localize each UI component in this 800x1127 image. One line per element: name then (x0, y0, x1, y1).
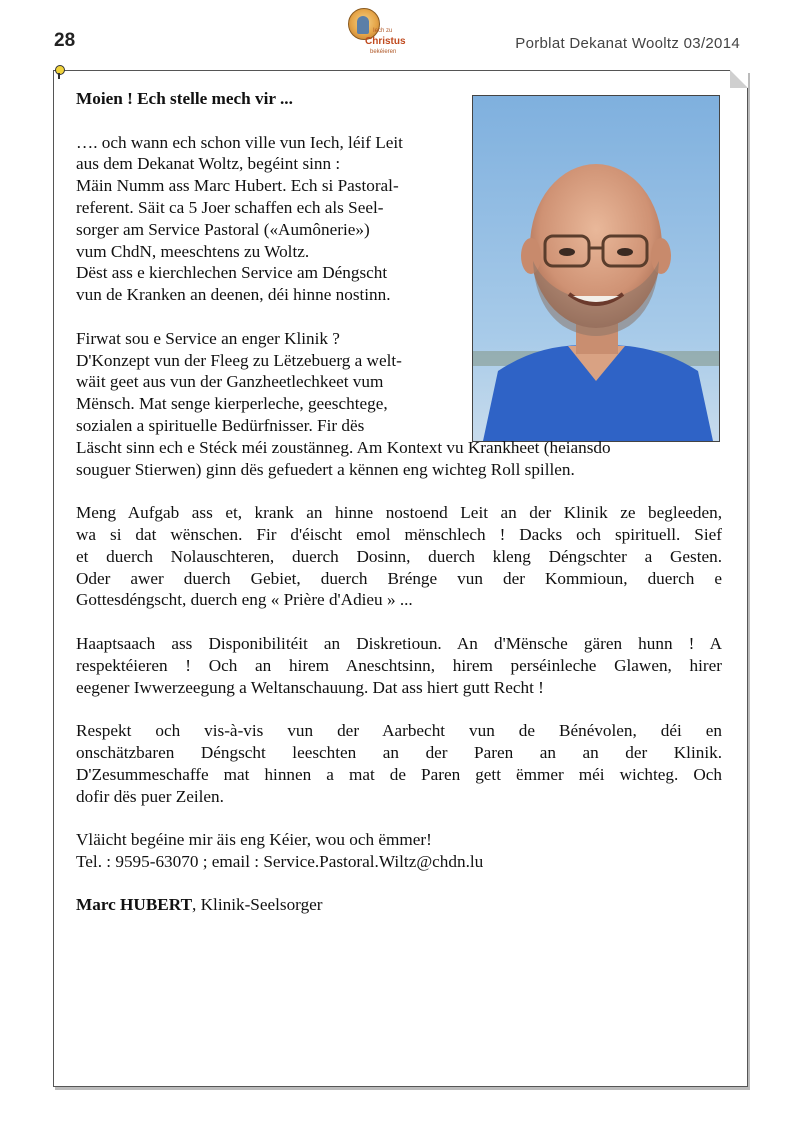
text-line: Mäin Numm ass Marc Hubert. Ech si Pastoral- (76, 176, 399, 196)
text-line: wa si dat wënschen. Fir d'éischt emol mënschlech ! Dacks och spirituell. Sief (76, 524, 722, 544)
text-line: sozialen a spirituelle Bedürfnisser. Fir dës (76, 415, 365, 435)
text-line: sorger am Service Pastoral («Aumônerie») (76, 219, 370, 239)
logo-text-2: Christus (365, 36, 406, 47)
text-line: Dëst ass e kierchlechen Service am Déngscht (76, 263, 388, 283)
text-line: D'Zesummeschaffe mat hinnen a mat de Paren gett ëmmer méi wichteg. Och (76, 764, 722, 784)
text-line: et duerch Nolauschteren, duerch Dosinn, duerch kleng Déngschter a Gesten. (76, 546, 722, 566)
text-line: souguer Stierwen) ginn dës gefuedert a kënnen eng wichteg Roll spillen. (76, 459, 575, 479)
text-line: Respekt och vis-à-vis vun der Aarbecht vun de Bénévolen, déi en (76, 721, 722, 741)
text-line: aus dem Dekanat Woltz, begéint sinn : (76, 154, 341, 174)
logo-text-3: bekéieren (370, 49, 397, 55)
logo-figure-icon (357, 16, 369, 34)
article-heading: Moien ! Ech stelle mech vir ... (76, 89, 293, 108)
text-line: vum ChdN, meeschtens zu Woltz. (76, 241, 310, 261)
text-line: Gottesdéngscht, duerch eng « Prière d'Adieu » ... (76, 590, 413, 610)
text-line: Haaptsaach ass Disponibilitéit an Diskretioun. An d'Mënsche gären hunn ! A (76, 633, 722, 653)
article-body (76, 88, 722, 938)
text-line: respektéieren ! Och an hirem Aneschtsinn, hirem perséinleche Glawen, hirer (76, 655, 722, 675)
text-line: D'Konzept vun der Fleeg zu Lëtzebuerg a welt- (76, 350, 402, 370)
text-line: Läscht sinn ech e Stéck méi zoustänneg. Am Kontext vu Krankheet (heiansdo (76, 437, 611, 457)
pin-icon (54, 65, 64, 79)
publication-title: Porblat Dekanat Wooltz 03/2014 (515, 35, 740, 52)
text-line: Firwat sou e Service an enger Klinik ? (76, 328, 340, 348)
signature (76, 894, 722, 916)
logo-text-1: Iech zu (373, 28, 393, 34)
paragraph-contact (76, 829, 722, 873)
author-role: , Klinik-Seelsorger (192, 895, 323, 915)
page-number: 28 (54, 30, 76, 51)
text-line: dofir dës puer Zeilen. (76, 786, 224, 806)
text-line: onschätzbaren Déngscht leeschten an der Paren an an der Klinik. (76, 742, 722, 762)
paragraph-intro (76, 132, 722, 306)
christus-logo (343, 6, 406, 64)
contact-line: Tel. : 9595-63070 ; email : Service.Pastoral.Wiltz@chdn.lu (76, 851, 484, 871)
text-line: vun de Kranken an deenen, déi hinne nostinn. (76, 285, 391, 305)
text-line: …. och wann ech schon ville vun Iech, léif Leit (76, 132, 403, 152)
text-line: Mënsch. Mat senge kierperleche, geeschtege, (76, 394, 388, 414)
text-line: Vläicht begéine mir äis eng Kéier, wou och ëmmer! (76, 830, 432, 850)
paragraph-main (76, 633, 722, 698)
paragraph-why (76, 328, 722, 481)
text-line: Oder awer duerch Gebiet, duerch Brénge vun der Kommioun, duerch e (76, 568, 722, 588)
text-line: wäit geet aus vun der Ganzheetlechkeet vum (76, 372, 384, 392)
text-line: Meng Aufgab ass et, krank an hinne nostoend Leit an der Klinik ze begleeden, (76, 503, 722, 523)
paragraph-task (76, 502, 722, 611)
text-line: referent. Säit ca 5 Joer schaffen ech als Seel- (76, 197, 384, 217)
text-line: eegener Iwwerzeegung a Weltanschauung. Dat ass hiert gutt Recht ! (76, 677, 544, 697)
author-name: Marc HUBERT (76, 895, 193, 915)
paragraph-respect (76, 720, 722, 807)
page-curl-corner (730, 70, 748, 88)
